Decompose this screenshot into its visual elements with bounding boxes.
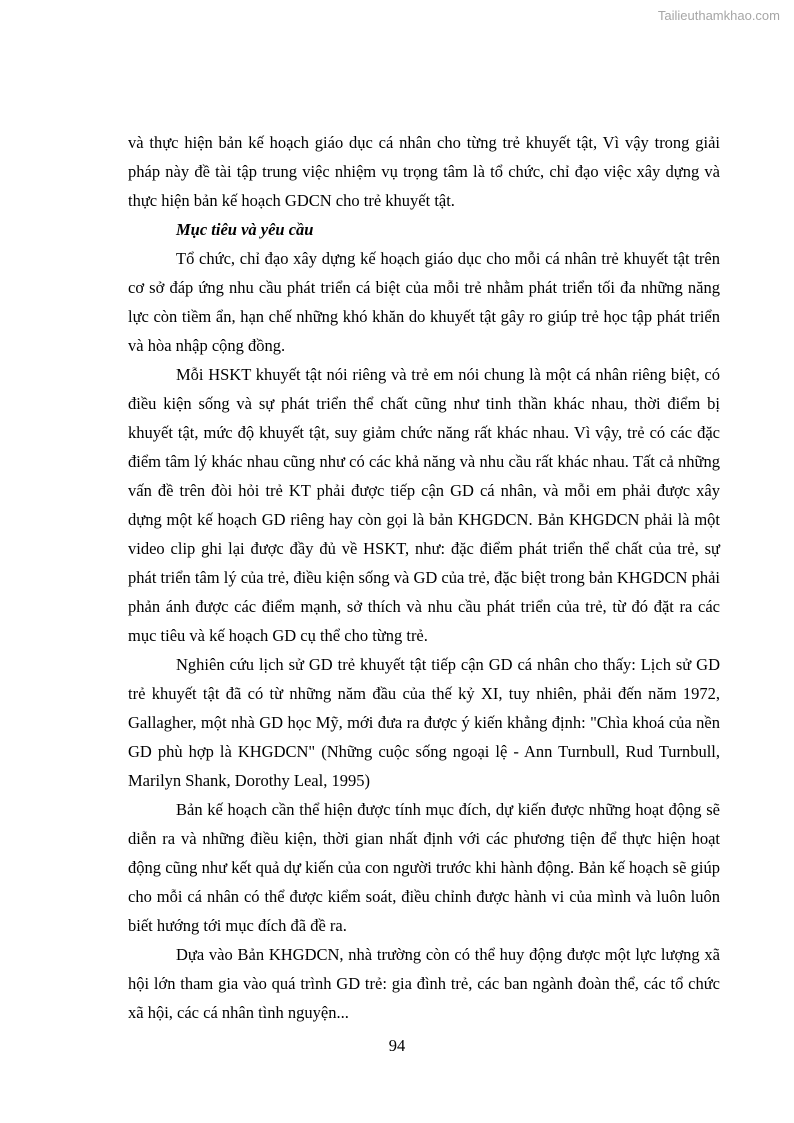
paragraph: và thực hiện bản kế hoạch giáo dục cá nhân cho từng trẻ khuyết tật, Vì vậy trong giải pháp này đề tài tập trung việc nhiệm vụ trọng tâm là tổ chức, chỉ đạo việc xây dựng và thực hiện bản kế hoạch GDCN cho trẻ khuyết tật. [128, 133, 720, 210]
paragraph: Tổ chức, chỉ đạo xây dựng kế hoạch giáo dục cho mỗi cá nhân trẻ khuyết tật trên cơ sở đáp ứng nhu cầu phát triển cá biệt của mỗi trẻ nhằm phát triển tối đa những năng lực còn tiềm ẩn, hạn chế những khó khăn do khuyết tật gây ro giúp trẻ học tập phát triển và hòa nhập cộng đồng. [128, 249, 720, 355]
section-heading: Mục tiêu và yêu cầu [176, 220, 314, 239]
document-body [128, 128, 720, 1027]
paragraph: Bản kế hoạch cần thể hiện được tính mục đích, dự kiến được những hoạt động sẽ diễn ra và những điều kiện, thời gian nhất định với các phương tiện để thực hiện hoạt động cũng như kết quả dự kiến của con người trước khi hành động. Bản kế hoạch sẽ giúp cho mỗi cá nhân có thể được kiểm soát, điều chỉnh được hành vi của mình và luôn luôn biết hướng tới mục đích đã đề ra. [128, 800, 720, 935]
paragraph: Nghiên cứu lịch sử GD trẻ khuyết tật tiếp cận GD cá nhân cho thấy: Lịch sử GD trẻ khuyết tật đã có từ những năm đầu của thế kỷ XI, tuy nhiên, phải đến năm 1972, Gallagher, một nhà GD học Mỹ, mới đưa ra được ý kiến khẳng định: "Chìa khoá của nền GD phù hợp là KHGDCN" (Những cuộc sống ngoại lệ - Ann Turnbull, Rud Turnbull, Marilyn Shank, Dorothy Leal, 1995) [128, 655, 720, 790]
paragraph: Mỗi HSKT khuyết tật nói riêng và trẻ em nói chung là một cá nhân riêng biệt, có điều kiện sống và sự phát triển thể chất cũng như tinh thần khác nhau, thời điểm bị khuyết tật, mức độ khuyết tật, suy giảm chức năng rất khác nhau. Vì vậy, trẻ có các đặc điểm tâm lý khác nhau cũng như có các khả năng và nhu cầu rất khác nhau. Tất cả những vấn đề trên đòi hỏi trẻ KT phải được tiếp cận GD cá nhân, và mỗi em phải được xây dựng một kế hoạch GD riêng hay còn gọi là bản KHGDCN. Bản KHGDCN phải là một video clip ghi lại được đầy đủ về HSKT, như: đặc điểm phát triển thể chất của trẻ, sự phát triển tâm lý của trẻ, điều kiện sống và GD của trẻ, đặc biệt trong bản KHGDCN phải phản ánh được các điểm mạnh, sở thích và nhu cầu phát triển của trẻ, từ đó đặt ra các mục tiêu và kế hoạch GD cụ thể cho từng trẻ. [128, 365, 720, 645]
watermark: Tailieuthamkhao.com [657, 8, 780, 23]
paragraph: Dựa vào Bản KHGDCN, nhà trường còn có thể huy động được một lực lượng xã hội lớn tham gia vào quá trình GD trẻ: gia đình trẻ, các ban ngành đoàn thể, các tổ chức xã hội, các cá nhân tình nguyện... [128, 945, 720, 1022]
page-number: 94 [388, 1036, 406, 1055]
